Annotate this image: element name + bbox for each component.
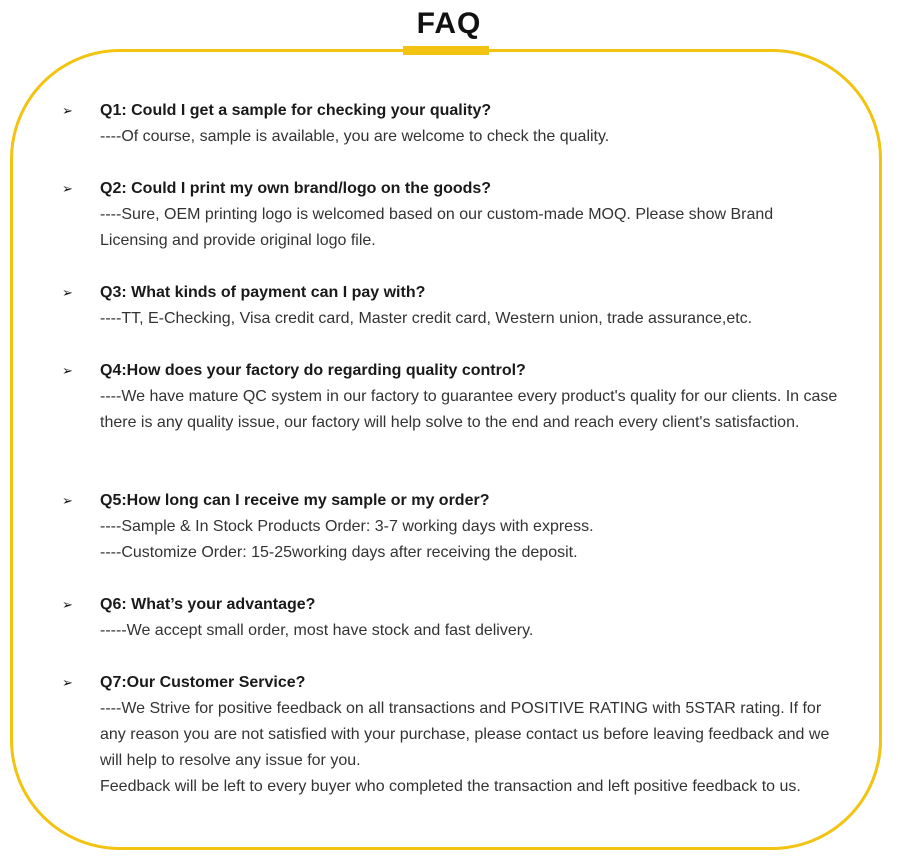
arrow-bullet-icon: ➢ [62,675,73,690]
faq-question: Q7:Our Customer Service? [100,674,306,691]
faq-answer: ----Customize Order: 15-25working days after receiving the deposit. [100,544,578,561]
faq-answer: ----Of course, sample is available, you are welcome to check the quality. [100,128,610,145]
page-title: FAQ [416,7,482,40]
faq-question: Q6: What’s your advantage? [100,596,316,613]
faq-answer: ----TT, E-Checking, Visa credit card, Master credit card, Western union, trade assurance,etc. [100,310,753,327]
faq-answer: -----We accept small order, most have stock and fast delivery. [100,622,534,639]
faq-answer: ----We Strive for positive feedback on all transactions and POSITIVE RATING with 5STAR rating. If for any reason you are not satisfied with your purchase, please contact us before leaving feedback and we will help to resolve any issue for you. [100,700,830,769]
faq-content [100,592,842,644]
arrow-bullet-icon: ➢ [62,181,73,196]
faq-content [100,670,842,800]
arrow-bullet-icon: ➢ [62,285,73,300]
faq-content [100,98,842,150]
faq-question: Q2: Could I print my own brand/logo on the goods? [100,180,492,197]
faq-question: Q5:How long can I receive my sample or my order? [100,492,490,509]
arrow-bullet-icon: ➢ [62,363,73,378]
faq-content [100,358,842,436]
faq-answer: Feedback will be left to every buyer who completed the transaction and left positive feedback to us. [100,778,801,795]
arrow-bullet-icon: ➢ [62,493,73,508]
arrow-bullet-icon: ➢ [62,597,73,612]
faq-content [100,488,842,566]
faq-question: Q4:How does your factory do regarding quality control? [100,362,526,379]
faq-content [100,280,842,332]
faq-question: Q3: What kinds of payment can I pay with? [100,284,426,301]
faq-answer: ----We have mature QC system in our factory to guarantee every product's quality for our clients. In case there is any quality issue, our factory will help solve to the end and reach every client's satisfaction. [100,388,838,431]
faq-question: Q1: Could I get a sample for checking your quality? [100,102,492,119]
faq-answer: ----Sample & In Stock Products Order: 3-7 working days with express. [100,518,594,535]
arrow-bullet-icon: ➢ [62,103,73,118]
faq-content [100,176,842,254]
faq-answer: ----Sure, OEM printing logo is welcomed based on our custom-made MOQ. Please show Brand Licensing and provide original logo file. [100,206,774,249]
